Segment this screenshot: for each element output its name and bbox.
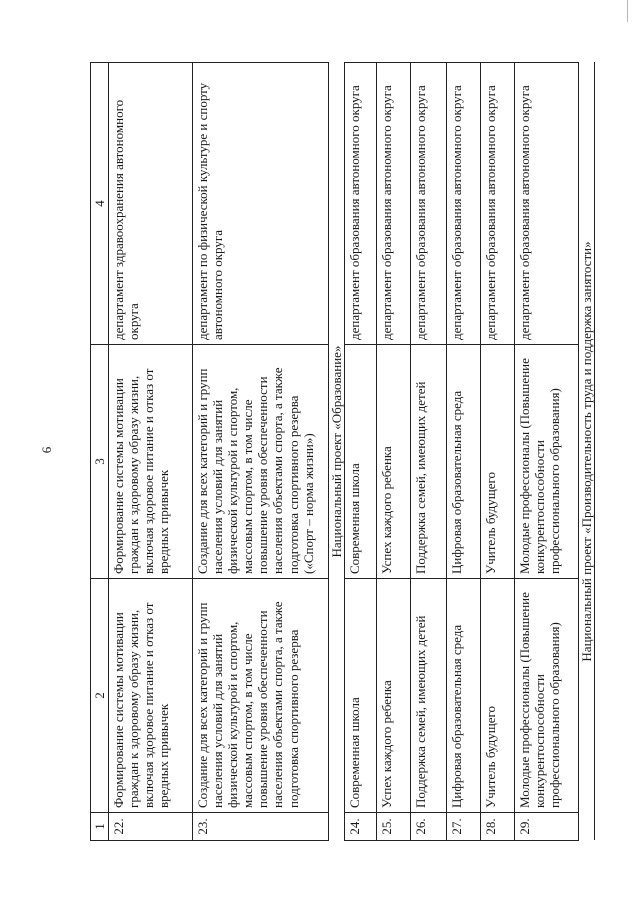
cell-col2: Молодые профессионалы (Повышение конкурентоспособности профессионального образования): [515, 579, 579, 813]
cell-col4: департамент по физической культуре и спорту автономного округа: [193, 63, 329, 345]
row-number: 26.: [411, 813, 447, 841]
cell-col4: департамент здравоохранения автономного округа: [109, 63, 193, 345]
section-row: [579, 63, 595, 841]
header-row: [91, 63, 109, 841]
table-row: [377, 63, 411, 841]
table-row: [411, 63, 447, 841]
cell-col2: Создание для всех категорий и групп населения условий для занятий физической культурой и спортом, массовым спортом, в том числе повышение уровня обеспеченности населения объектами спорта, а также подготовка спортивного резерва: [193, 579, 329, 813]
cell-col3: Успех каждого ребенка: [377, 345, 411, 579]
section-title-labor: Национальный проект «Производительность труда и поддержка занятости»: [579, 63, 595, 841]
cell-col3: Молодые профессионалы (Повышение конкурентоспособности профессионального образования): [515, 345, 579, 579]
cell-col2: Поддержка семей, имеющих детей: [411, 579, 447, 813]
cell-col3: Создание для всех категорий и групп населения условий для занятий физической культурой и спортом, массовым спортом, в том числе повышение уровня обеспеченности населения объектами спорта, а также подготовка спортивного резерва («Спорт – норма жизни»): [193, 345, 329, 579]
cell-col2: Цифровая образовательная среда: [447, 579, 481, 813]
section-title-education: Национальный проект «Образование»: [329, 63, 345, 841]
cell-col4: департамент образования автономного округа: [447, 63, 481, 345]
table-row: [447, 63, 481, 841]
row-number: 23.: [193, 813, 329, 841]
row-number: 24.: [345, 813, 377, 841]
cell-col3: Формирование системы мотивации граждан к здоровому образу жизни, включая здоровое питание и отказ от вредных привычек: [109, 345, 193, 579]
table-row: [109, 63, 193, 841]
row-number: 27.: [447, 813, 481, 841]
row-number: 29.: [515, 813, 579, 841]
header-cell: 2: [91, 579, 109, 813]
table-row: [193, 63, 329, 841]
row-number: 22.: [109, 813, 193, 841]
cell-col3: Учитель будущего: [481, 345, 515, 579]
cell-col4: департамент образования автономного округа: [345, 63, 377, 345]
cell-col4: департамент образования автономного округа: [515, 63, 579, 345]
projects-table: [90, 62, 595, 841]
cell-col2: Формирование системы мотивации граждан к здоровому образу жизни, включая здоровое питание и отказ от вредных привычек: [109, 579, 193, 813]
cell-col3: Цифровая образовательная среда: [447, 345, 481, 579]
table-row: [515, 63, 579, 841]
cell-col4: департамент образования автономного округа: [411, 63, 447, 345]
cell-col2: Успех каждого ребенка: [377, 579, 411, 813]
row-number: 25.: [377, 813, 411, 841]
cell-col2: Учитель будущего: [481, 579, 515, 813]
header-cell: 4: [91, 63, 109, 345]
header-cell: 3: [91, 345, 109, 579]
cell-col3: Поддержка семей, имеющих детей: [411, 345, 447, 579]
page-number: 6: [39, 446, 54, 454]
table-row: [481, 63, 515, 841]
row-number: 28.: [481, 813, 515, 841]
section-row: [329, 63, 345, 841]
table-row: [345, 63, 377, 841]
cell-col3: Современная школа: [345, 345, 377, 579]
scan-edge-line: [627, 0, 628, 22]
cell-col4: департамент образования автономного округа: [481, 63, 515, 345]
header-cell: 1: [91, 813, 109, 841]
rotated-table-page: [90, 63, 612, 841]
cell-col4: департамент образования автономного округа: [377, 63, 411, 345]
cell-col2: Современная школа: [345, 579, 377, 813]
